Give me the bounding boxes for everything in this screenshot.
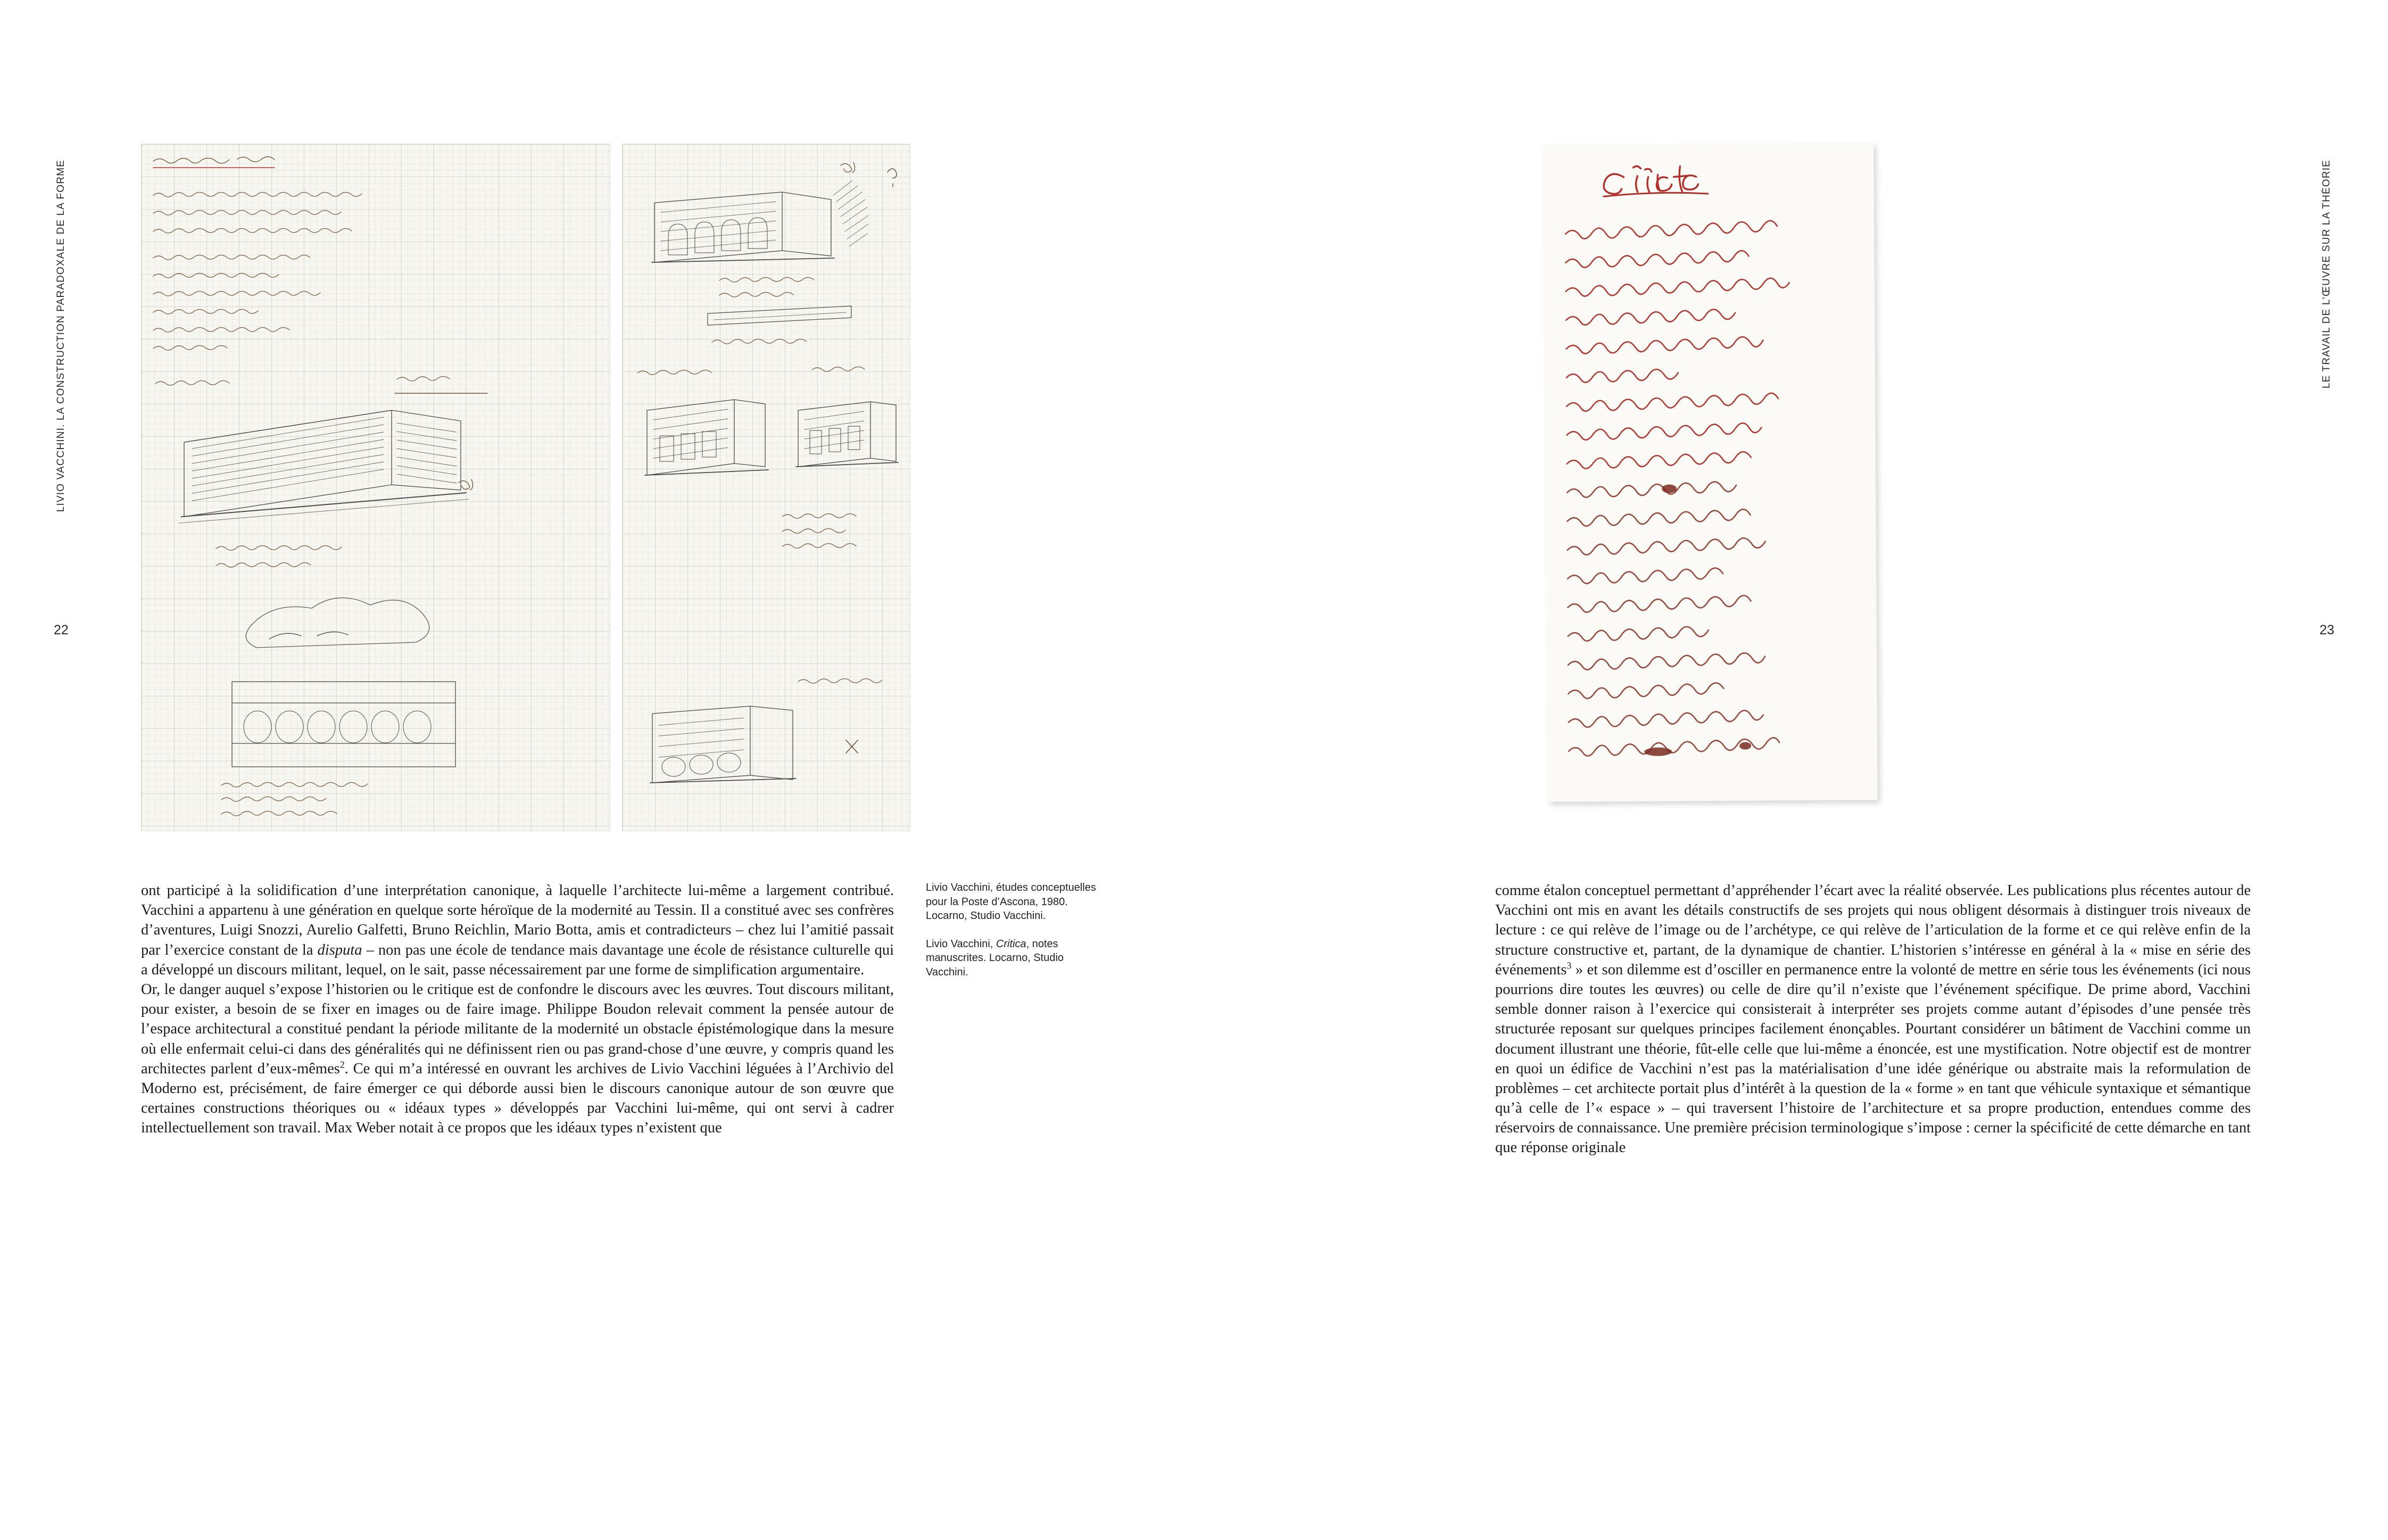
sketch-b-drawing — [623, 144, 910, 831]
body-text-right-column — [1495, 881, 2251, 1158]
caption-1: Livio Vacchini, études conceptuelles pour la Poste d’Ascona, 1980. Locarno, Studio Vacchini. — [926, 882, 1096, 922]
italic-term: disputa — [317, 941, 362, 958]
figure-critica-note — [1546, 144, 1876, 830]
sketch-a-drawing — [142, 144, 610, 831]
paragraph: Or, le danger auquel s’expose l’historien ou le critique est de confondre le discours avec les œuvres. Tout discours militant, pour exister, a besoin de se fixer en images ou de faire image. Philippe Boudon relevait comment la pensée autour de l’espace architectural a constitué pendant la période militante de la modernité un obstacle épistémologique dans la mesure où elle enfermait celui-ci dans des généralités qui ne définissent rien ou pas grand-chose d’une œuvre, y compris quand les architectes parlent d’eux-mêmes$^2$. Ce qui m’a intéressé en ouvrant les archives de Livio Vacchini léguées à l’Archivio del Moderno est, précisément, de faire émerger ce qui déborde aussi bien le discours canonique autour de son œuvre que certaines constructions théoriques ou « idéaux types » développés par Vacchini lui-même, qui ont servi à cadrer intellectuellement son travail. Max Weber notait à ce propos que les idéaux types n’existent que — [141, 981, 894, 1137]
note-paper — [1544, 143, 1878, 802]
figure-studies-poste-ascona — [141, 144, 918, 830]
paragraph: ont participé à la solidification d’une interprétation canonique, à laquelle l’architecte lui-même a largement contribué. Vacchini a appartenu à une génération en quelque sorte héroïque de la modernité au Tessin. Il a constitué avec ses confrères d’aventures, Luigi Snozzi, Aurelio Galfetti, Bruno Reichlin, Mario Botta, amis et contradicteurs – chez lui l’amitié passait par l’exercice constant de la disputa – non pas une école de tendance mais davantage une école de résistance culturelle qui a développé un discours militant, lequel, on le sait, passe nécessairement par une forme de simplification argumentaire. — [141, 882, 894, 978]
page-number-right: 23 — [2319, 623, 2334, 637]
caption-2: Livio Vacchini, Critica, notes manuscrites. Locarno, Studio Vacchini. — [926, 938, 1064, 978]
sketch-sheet-a — [141, 144, 610, 831]
paragraph: comme étalon conceptuel permettant d’appréhender l’écart avec la réalité observée. Les publications plus récentes autour de Vacchini ont mis en avant les détails constructifs de ses projets qui nous obligent désormais à distinguer trois niveaux de lecture : ce qui relève de l’image ou de l’archétype, ce qui relève de l’articulation de la forme et ce qui relève enfin de la structure constructive et, partant, de la dynamique de chantier. L’historien s’intéresse en général à la « mise en série des événements$^3$ » et son dilemme est d’osciller en permanence entre la volonté de mettre en série tous les événements (ici nous pourrions dire toutes les œuvres) ou celle de dire qu’il n’existe que l’événement spécifique. De prime abord, Vacchini semble donner raison à l’exercice qui consisterait à interpréter ses projets comme autant d’épisodes d’une pensée très structurée reposant sur quelques principes facilement énonçables. Pourtant considérer un bâtiment de Vacchini comme un document illustrant une théorie, fût-elle celle que lui-même a énoncée, est une mystification. Notre objectif est de montrer en quoi un édifice de Vacchini n’est pas la matérialisation d’une idée générique ou abstraite mais la reformulation de problèmes – cet architecte portait plus d’intérêt à la question de la « forme » en tant que véhicule syntaxique et sémantique qu’à celle de l’« espace » – qui traversent l’histoire de l’architecture et sa propre production, entendues comme des réservoirs de connaissance. Une première précision terminologique s’impose : cerner la spécificité de cette démarche en tant que réponse originale — [1495, 882, 2251, 1156]
running-head-right: LE TRAVAIL DE L’ŒUVRE SUR LA THÉORIE — [2321, 160, 2332, 388]
critica-handwriting — [1544, 143, 1878, 802]
footnote-marker: 3 — [1566, 960, 1572, 971]
running-head-left: LIVIO VACCHINI. LA CONSTRUCTION PARADOXALE DE LA FORME — [55, 160, 67, 512]
body-text-left-column — [141, 881, 894, 1138]
page-number-left: 22 — [54, 623, 69, 637]
figure-captions — [926, 881, 1096, 980]
footnote-marker: 2 — [339, 1059, 345, 1070]
sketch-sheet-b — [622, 144, 910, 831]
caption-italic-title: Critica — [996, 938, 1026, 950]
